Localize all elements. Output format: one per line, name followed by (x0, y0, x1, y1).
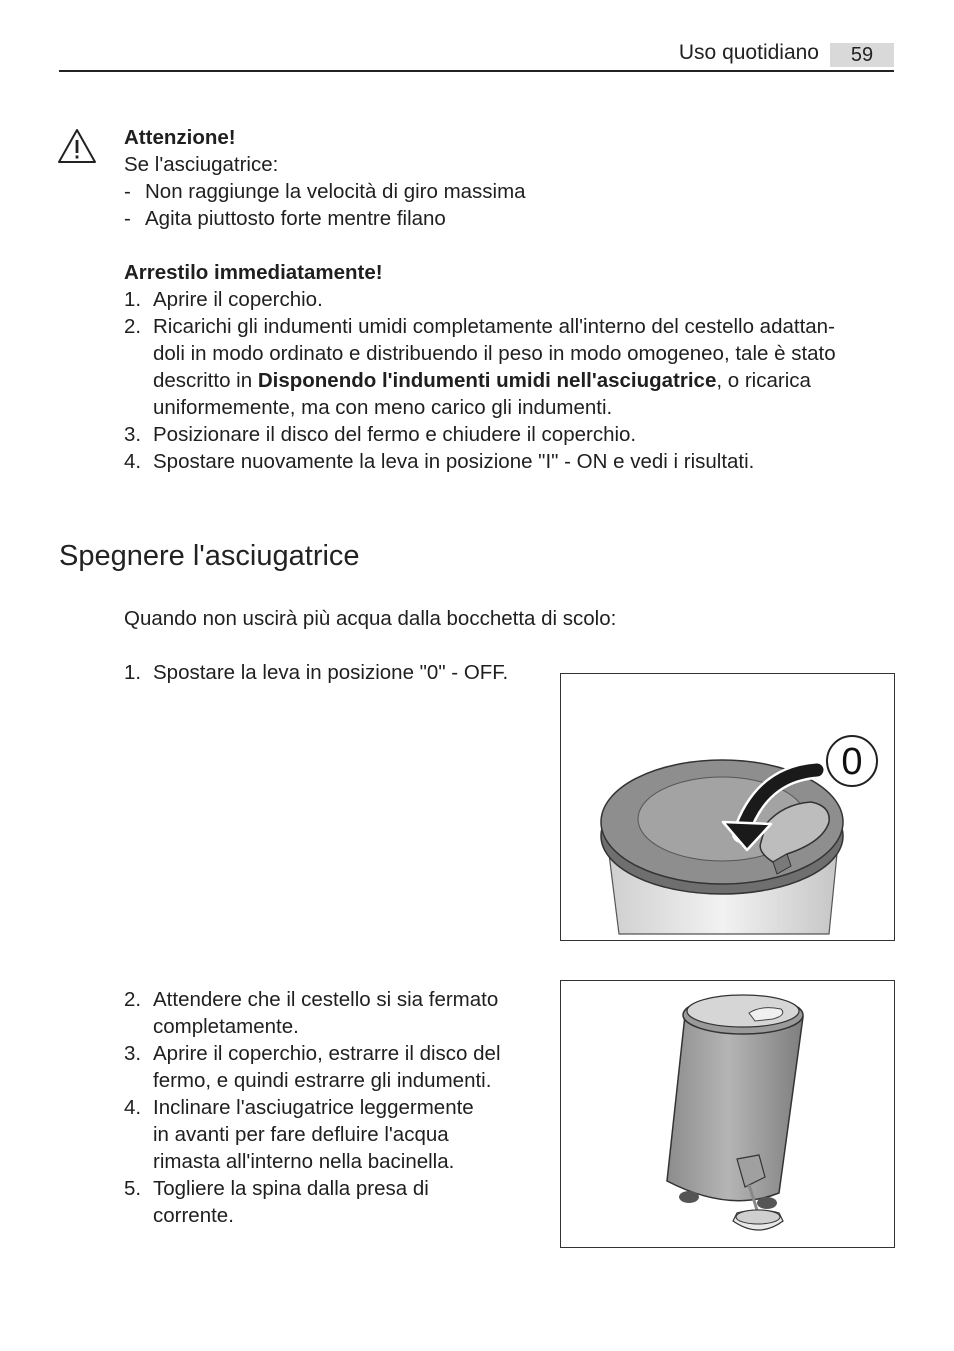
figure-lever-off (560, 673, 895, 941)
warning-block (124, 124, 904, 475)
page-header (59, 40, 894, 72)
list-item: 2. Ricarichi gli indumenti umidi completamente all'interno del cestello adattan- doli in modo ordinato e distribuendo il peso in modo omogeneo, tale è stato descritto in Disponendo l'indumenti umidi nell'asciugatrice, o ricarica uniformemente, ma con meno carico gli indumenti. (124, 315, 836, 419)
warning-triangle-icon (57, 128, 97, 164)
list-item: 3. Aprire il coperchio, estrarre il disco del fermo, e quindi estrarre gli indumenti. (124, 1042, 501, 1092)
steps-2-5 (124, 986, 544, 1229)
warning-bullet: - Agita piuttosto forte mentre filano (124, 207, 446, 230)
header-section-title: Uso quotidiano (678, 41, 819, 64)
cross-reference: Disponendo l'indumenti umidi nell'asciugatrice (257, 369, 717, 392)
warning-bullet: - Non raggiunge la velocità di giro massima (124, 180, 526, 203)
figure-tilt-drain (560, 980, 895, 1248)
list-item: 5. Togliere la spina dalla presa di corrente. (124, 1177, 429, 1227)
list-item: 4. Inclinare l'asciugatrice leggermente in avanti per fare defluire l'acqua rimasta all'interno nella bacinella. (124, 1096, 474, 1173)
stop-steps-list (124, 286, 904, 475)
position-label: 0 (841, 741, 863, 783)
dryer-tilt-illustration (561, 981, 894, 1247)
stop-title: Arrestilo immediatamente! (124, 261, 383, 284)
list-item: 4. Spostare nuovamente la leva in posizione "I" - ON e vedi i risultati. (124, 450, 755, 473)
warning-title: Attenzione! (124, 126, 236, 149)
list-item: 1. Aprire il coperchio. (124, 288, 323, 311)
section-title: Spegnere l'asciugatrice (59, 540, 360, 572)
page-number: 59 (830, 43, 894, 67)
section-intro: Quando non uscirà più acqua dalla bocchetta di scolo: (124, 607, 617, 630)
list-item: 3. Posizionare il disco del fermo e chiudere il coperchio. (124, 423, 637, 446)
warning-intro: Se l'asciugatrice: (124, 153, 279, 176)
list-item: 1. Spostare la leva in posizione "0" - OFF. (124, 661, 509, 684)
list-item: 2. Attendere che il cestello si sia fermato completamente. (124, 988, 499, 1038)
step-1 (124, 659, 544, 686)
dryer-lid-illustration (561, 674, 894, 940)
